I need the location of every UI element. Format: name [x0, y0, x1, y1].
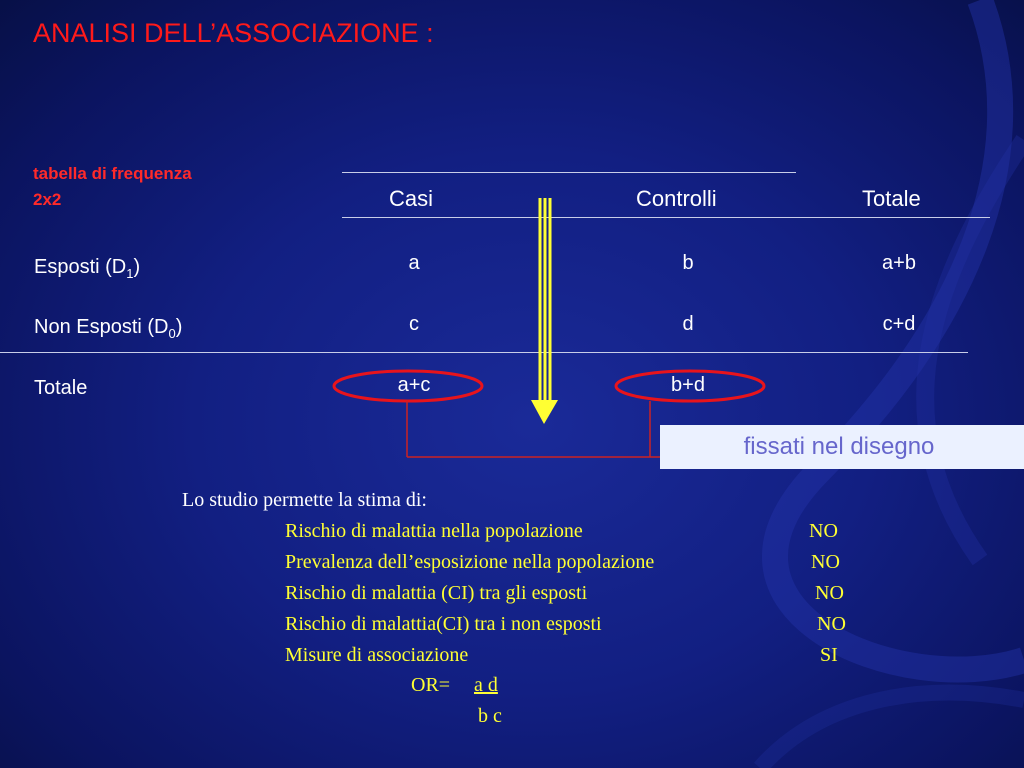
row-label-text: Esposti (D: [34, 256, 127, 278]
cell-b-plus-d: b+d: [671, 374, 705, 396]
study-answer-4: NO: [817, 613, 846, 635]
study-intro: Lo studio permette la stima di:: [182, 489, 427, 511]
circle-a-plus-c: [334, 371, 482, 401]
odds-ratio-numerator: a d: [474, 674, 498, 696]
cell-a-plus-b: a+b: [882, 252, 916, 274]
study-item-3: Rischio di malattia (CI) tra gli esposti: [285, 582, 588, 604]
row-label-text: Non Esposti (D: [34, 316, 169, 338]
legend-text: fissati nel disegno: [743, 433, 935, 460]
slide-title: ANALISI DELL’ASSOCIAZIONE :: [33, 18, 434, 48]
row-label-subscript: 0: [168, 326, 176, 341]
study-item-1: Rischio di malattia nella popolazione: [285, 520, 583, 542]
row-label-end: ): [133, 256, 141, 278]
caption-line-1: tabella di frequenza: [33, 164, 192, 183]
odds-ratio-label: OR=: [411, 674, 451, 696]
study-answer-2: NO: [811, 551, 840, 573]
cell-c: c: [409, 313, 419, 335]
caption-line-2: 2x2: [33, 190, 62, 209]
row-label-subscript: 1: [126, 266, 134, 281]
header-controlli: Controlli: [636, 186, 717, 211]
header-totale: Totale: [862, 186, 921, 211]
study-answer-3: NO: [815, 582, 844, 604]
cell-b: b: [682, 252, 694, 274]
connector-lines: [407, 401, 662, 457]
circle-b-plus-d: [616, 371, 764, 401]
cell-a-plus-c: a+c: [397, 374, 431, 396]
odds-ratio-denominator: b c: [478, 705, 502, 727]
study-item-5: Misure di associazione: [285, 644, 469, 666]
cell-d: d: [682, 313, 694, 335]
study-answer-5: SI: [820, 644, 838, 666]
down-arrow-icon: [531, 198, 558, 424]
header-casi: Casi: [389, 186, 434, 211]
row-label-totale: Totale: [34, 377, 88, 399]
row-label-end: ): [175, 316, 183, 338]
study-answer-1: NO: [809, 520, 838, 542]
cell-c-plus-d: c+d: [882, 313, 916, 335]
study-item-2: Prevalenza dell’esposizione nella popolazione: [285, 551, 655, 573]
study-item-4: Rischio di malattia(CI) tra i non esposti: [285, 613, 602, 635]
cell-a: a: [408, 252, 420, 274]
